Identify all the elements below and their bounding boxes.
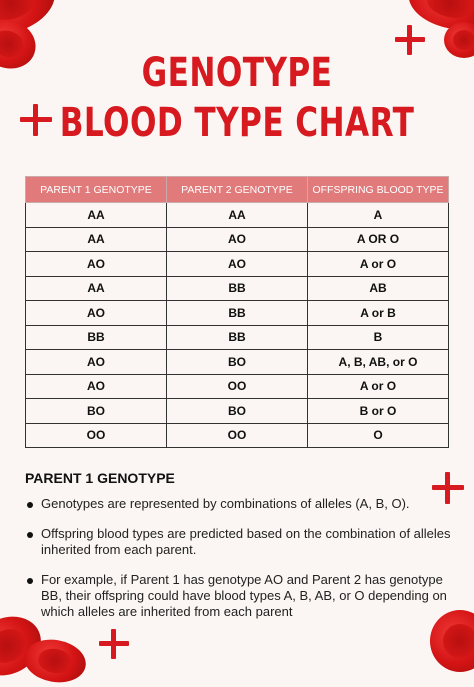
table-row (26, 227, 449, 252)
list-item: Genotypes are represented by combinations of alleles (A, B, O). (25, 496, 455, 512)
table-cell: A or B (308, 301, 449, 326)
table-row (26, 325, 449, 350)
column-header-parent-1: PARENT 1 GENOTYPE (26, 177, 167, 203)
page-title-line-2: BLOOD TYPE CHART (59, 100, 415, 146)
table-cell: AO (26, 374, 167, 399)
table-row (26, 301, 449, 326)
table-cell: AA (167, 203, 308, 228)
table-row (26, 350, 449, 375)
table-cell: BB (167, 301, 308, 326)
table-cell: BB (167, 276, 308, 301)
table-row (26, 276, 449, 301)
table-cell: AB (308, 276, 449, 301)
table-cell: BO (167, 399, 308, 424)
table-cell: B (308, 325, 449, 350)
table-header-row (26, 177, 449, 203)
table-row (26, 399, 449, 424)
table-row (26, 423, 449, 448)
table-cell: A, B, AB, or O (308, 350, 449, 375)
table-cell: BB (26, 325, 167, 350)
notes-heading: PARENT 1 GENOTYPE (25, 470, 175, 486)
table-cell: A (308, 203, 449, 228)
blood-cell-icon (444, 22, 474, 58)
table-cell: AO (167, 252, 308, 277)
table-cell: OO (167, 374, 308, 399)
table-cell: AA (26, 203, 167, 228)
table-cell: A or O (308, 252, 449, 277)
table-cell: B or O (308, 399, 449, 424)
table-cell: OO (26, 423, 167, 448)
list-item: For example, if Parent 1 has genotype AO and Parent 2 has genotype BB, their offspring could have blood types A, B, AB, or O depending on which alleles are inherited from each parent (25, 572, 455, 620)
list-item: Offspring blood types are predicted based on the combination of alleles inherited from each parent. (25, 526, 455, 558)
plus-icon (20, 104, 52, 136)
column-header-parent-2: PARENT 2 GENOTYPE (167, 177, 308, 203)
table-cell: AA (26, 227, 167, 252)
table-cell: AA (26, 276, 167, 301)
table-cell: AO (26, 350, 167, 375)
table-cell: OO (167, 423, 308, 448)
page-title-line-1: GENOTYPE (141, 50, 333, 96)
table-cell: BO (167, 350, 308, 375)
table-cell: A or O (308, 374, 449, 399)
table-row (26, 252, 449, 277)
notes-section (25, 470, 455, 634)
table-cell: BB (167, 325, 308, 350)
column-header-offspring: OFFSPRING BLOOD TYPE (308, 177, 449, 203)
table-cell: AO (26, 301, 167, 326)
table-row (26, 203, 449, 228)
table-cell: A OR O (308, 227, 449, 252)
genotype-table (25, 176, 449, 448)
table-cell: AO (26, 252, 167, 277)
table-row (26, 374, 449, 399)
table-cell: BO (26, 399, 167, 424)
notes-list (25, 496, 455, 620)
table-cell: O (308, 423, 449, 448)
table-cell: AO (167, 227, 308, 252)
